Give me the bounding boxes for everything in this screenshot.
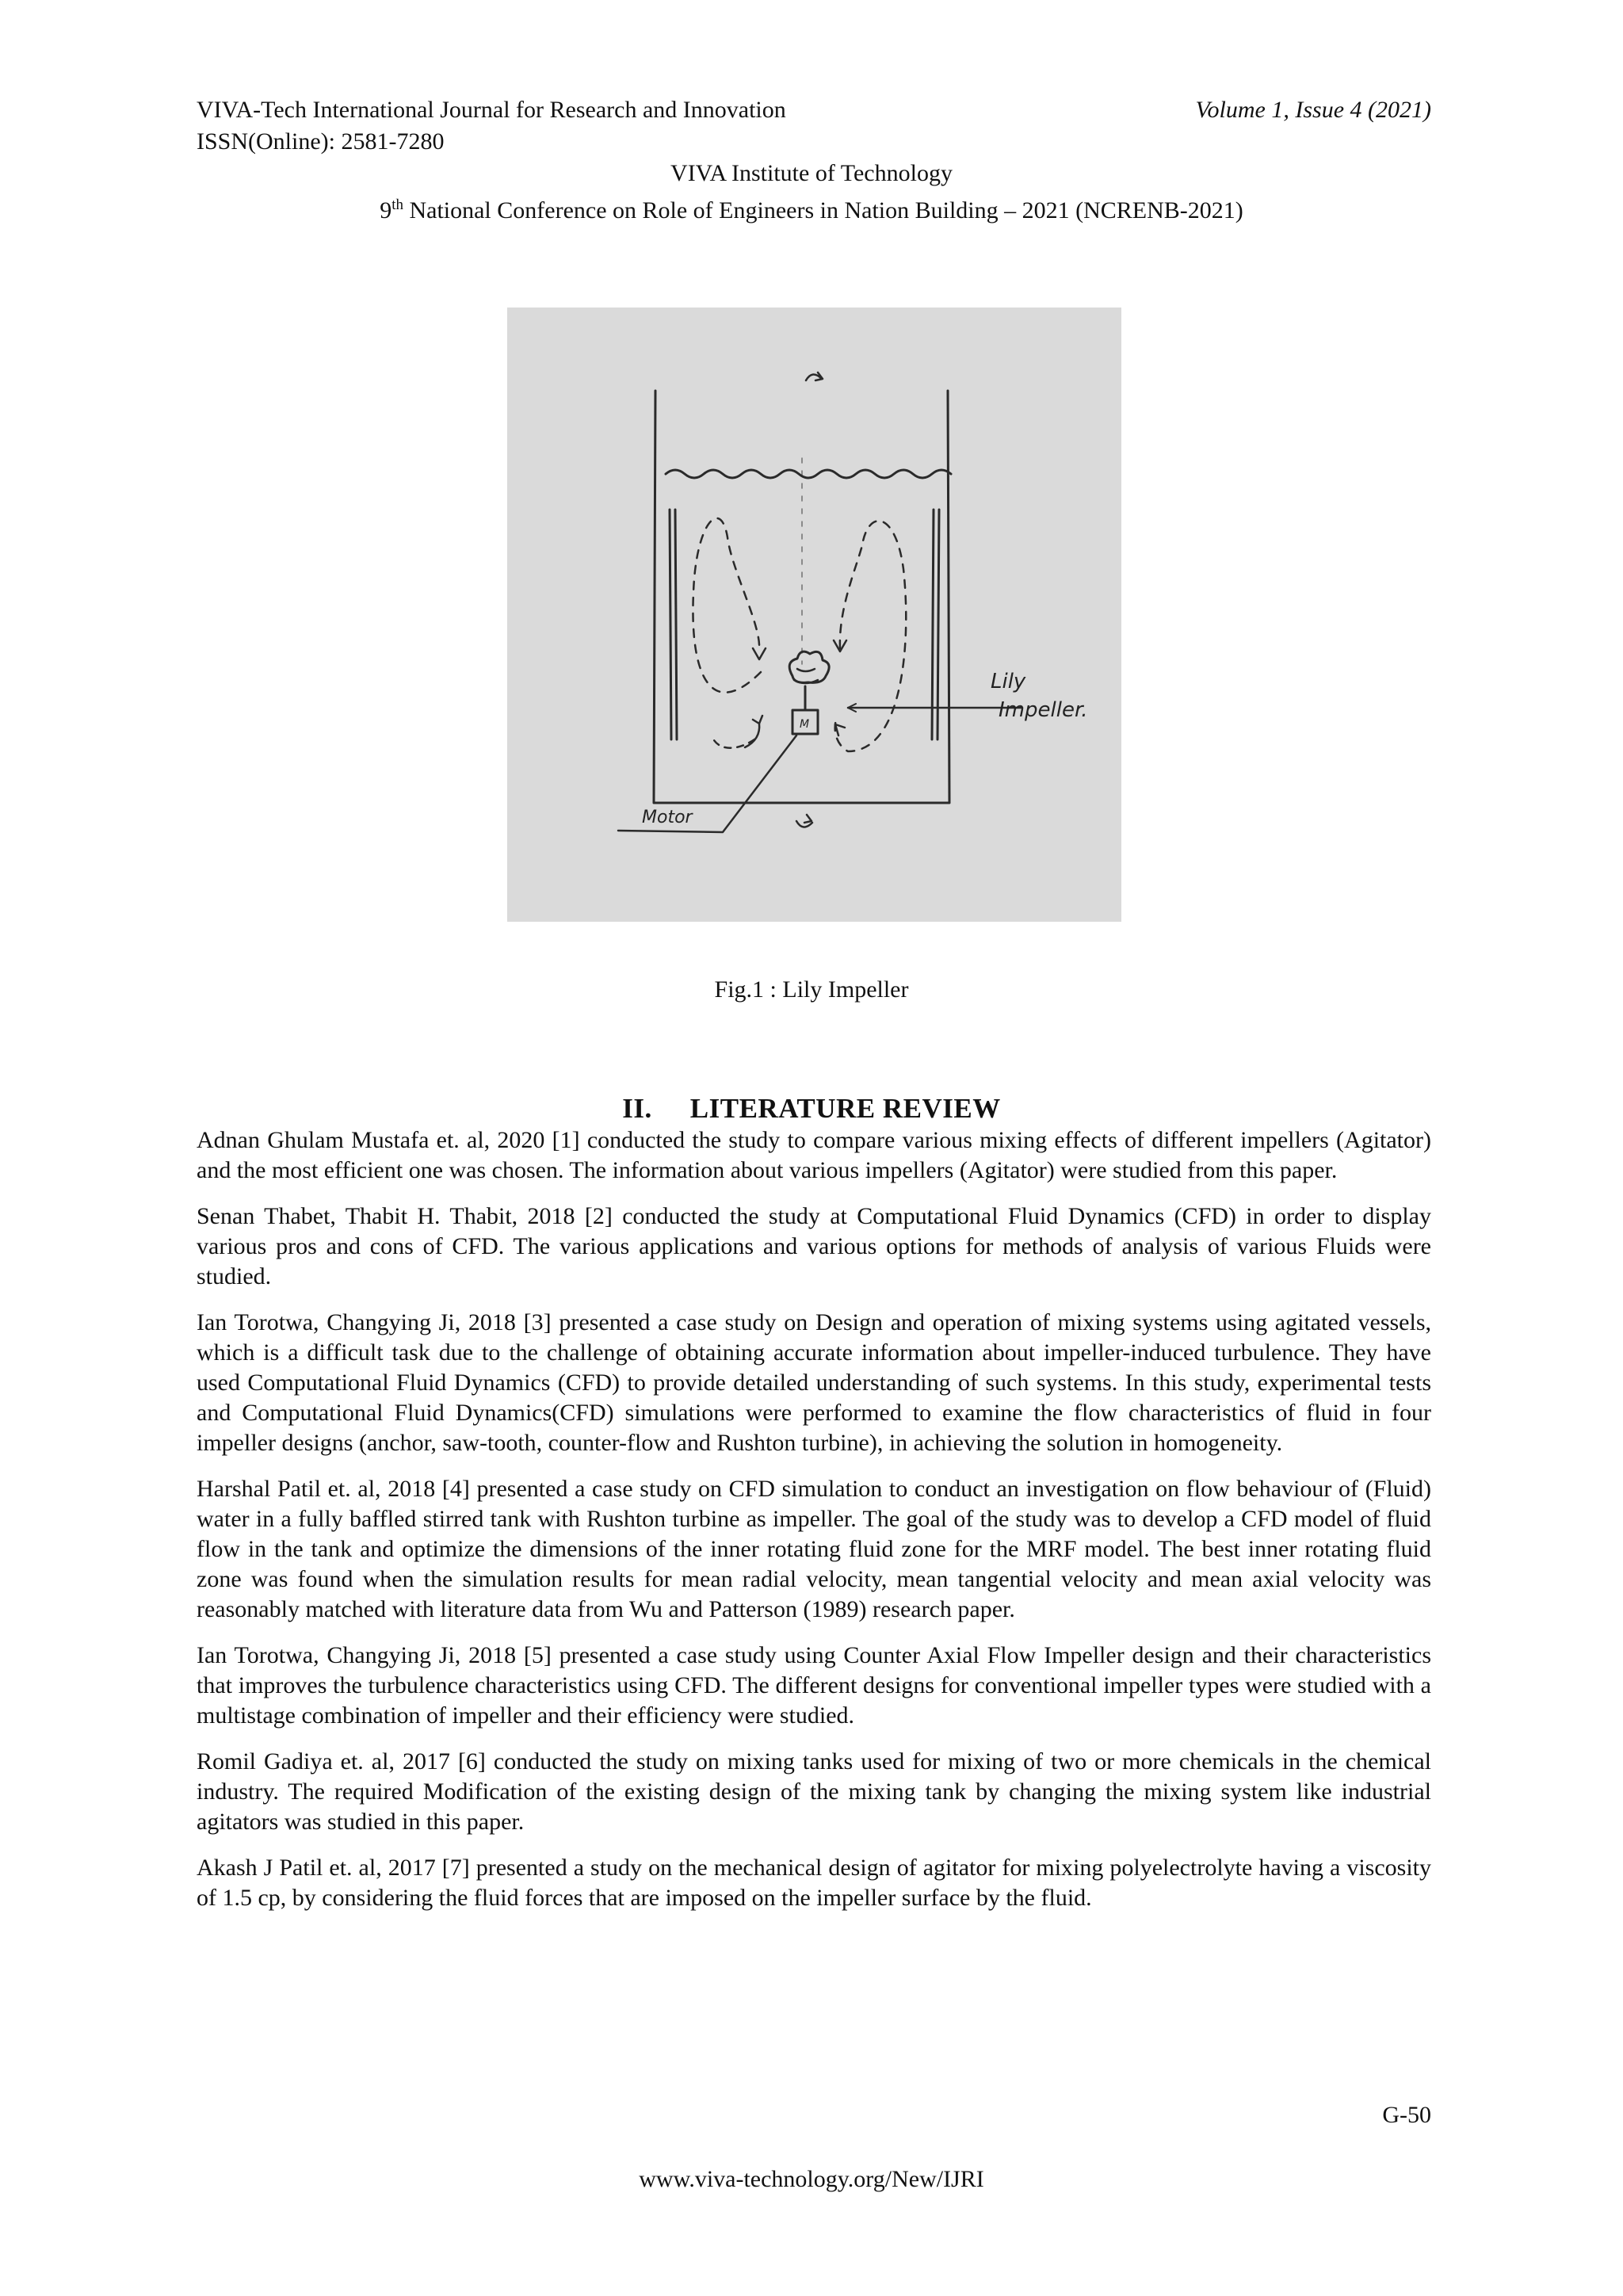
conference-title: National Conference on Role of Engineers in Nation Building – 2021 (NCRENB-2021) bbox=[403, 197, 1243, 223]
conference-ordinal: 9 bbox=[380, 197, 392, 223]
section-heading bbox=[0, 1093, 1623, 1125]
journal-title: VIVA-Tech International Journal for Research and Innovation bbox=[197, 97, 786, 123]
volume-issue: Volume 1, Issue 4 (2021) bbox=[1195, 97, 1431, 123]
figure-caption: Fig.1 : Lily Impeller bbox=[714, 976, 909, 1003]
figure-label-m: M bbox=[800, 718, 810, 731]
figure-lily-impeller bbox=[507, 308, 1121, 922]
paragraph: Romil Gadiya et. al, 2017 [6] conducted the study on mixing tanks used for mixing of two or more chemicals in the chemical industry. The required Modification of the existing design of the mixing tank by changing the mixing system like industrial agitators was studied in this paper. bbox=[197, 1748, 1431, 1835]
conference-ordinal-suffix: th bbox=[391, 197, 403, 213]
section-title: LITERATURE REVIEW bbox=[689, 1093, 1001, 1124]
paragraph: Adnan Ghulam Mustafa et. al, 2020 [1] conducted the study to compare various mixing effects of different impellers (Agitator) and the most efficient one was chosen. The information about various impellers (Agitator) were studied from this paper. bbox=[197, 1127, 1431, 1183]
figure-label-lily: Lily bbox=[991, 670, 1026, 693]
paragraph: Akash J Patil et. al, 2017 [7] presented a study on the mechanical design of agitator for mixing polyelectrolyte having a viscosity of 1.5 cp, by considering the fluid forces that are imposed on the impeller surface by the fluid. bbox=[197, 1855, 1431, 1911]
paragraph: Senan Thabet, Thabit H. Thabit, 2018 [2] conducted the study at Computational Fluid Dynamics (CFD) in order to display various pros and cons of CFD. The various applications and various options for methods of analysis of various Fluids were studied. bbox=[197, 1203, 1431, 1289]
institute-name: VIVA Institute of Technology bbox=[670, 160, 953, 186]
footer-url: www.viva-technology.org/New/IJRI bbox=[639, 2166, 984, 2192]
issn: ISSN(Online): 2581-7280 bbox=[197, 128, 445, 155]
literature-review-body bbox=[197, 1125, 1431, 1929]
section-number: II. bbox=[622, 1093, 652, 1124]
figure-label-impeller: Impeller. bbox=[999, 698, 1088, 722]
conference-name bbox=[0, 191, 1623, 225]
paragraph: Harshal Patil et. al, 2018 [4] presented a case study on CFD simulation to conduct an investigation on flow behaviour of (Fluid) water in a fully baffled stirred tank with Rushton turbine as impeller. The goal of the study was to develop a CFD model of fluid flow in the tank and optimize the dimensions of the inner rotating fluid zone for the MRF model. The best inner rotating fluid zone was found when the simulation results for mean radial velocity, mean tangential velocity and mean axial velocity was reasonably matched with literature data from Wu and Patterson (1989) research paper. bbox=[197, 1476, 1431, 1622]
figure-label-motor: Motor bbox=[642, 808, 693, 827]
lily-impeller-sketch bbox=[507, 308, 1121, 922]
page-number: G-50 bbox=[1382, 2102, 1431, 2128]
paragraph: Ian Torotwa, Changying Ji, 2018 [5] presented a case study using Counter Axial Flow Impeller design and their characteristics that improves the turbulence characteristics using CFD. The different designs for conventional impeller types were studied with a multistage combination of impeller and their efficiency were studied. bbox=[197, 1642, 1431, 1729]
paragraph: Ian Torotwa, Changying Ji, 2018 [3] presented a case study on Design and operation of mixing systems using agitated vessels, which is a difficult task due to the challenge of obtaining accurate information about impeller-induced turbulence. They have used Computational Fluid Dynamics (CFD) to provide detailed understanding of such systems. In this study, experimental tests and Computational Fluid Dynamics(CFD) simulations were performed to examine the flow characteristics of fluid in four impeller designs (anchor, saw-tooth, counter-flow and Rushton turbine), in achieving the solution in homogeneity. bbox=[197, 1309, 1431, 1456]
